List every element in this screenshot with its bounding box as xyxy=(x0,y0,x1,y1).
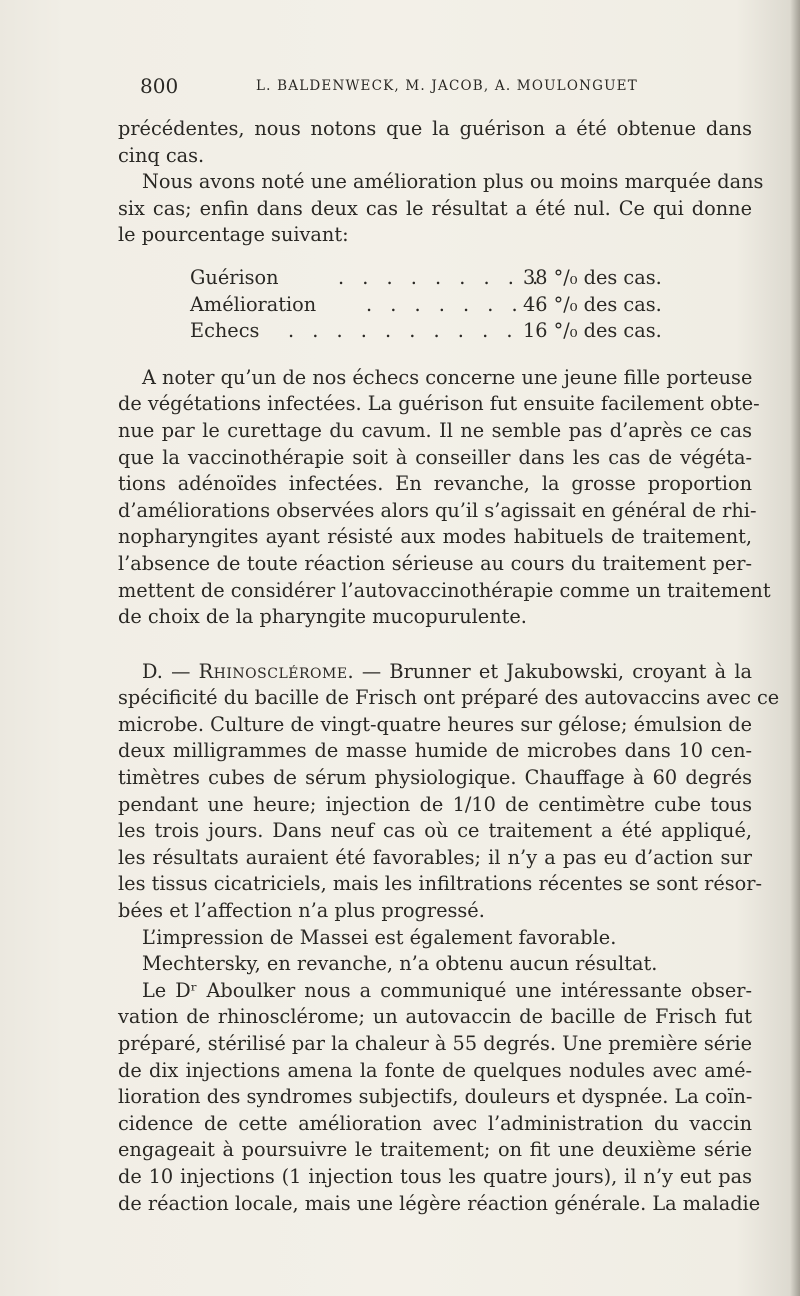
text-line: spécificité du bacille de Frisch ont préparé des autovaccins avec ce xyxy=(118,686,780,710)
page-header xyxy=(140,74,660,100)
paragraph-2 xyxy=(118,169,764,249)
text-line: les résultats auraient été favorables; il n’y a pas eu d’action sur xyxy=(118,845,752,869)
paragraph-3 xyxy=(118,365,771,631)
body-text xyxy=(118,116,780,1217)
text-line: deux milligrammes de masse humide de microbes dans 10 cen- xyxy=(118,739,752,763)
section-gap xyxy=(118,631,752,659)
section-heading-line xyxy=(118,659,752,686)
text-line: nopharyngites ayant résisté aux modes habituels de traitement, xyxy=(118,525,752,549)
paragraph-6 xyxy=(118,951,752,978)
text-line: de réaction locale, mais une légère réaction générale. La maladie xyxy=(118,1191,761,1215)
result-label: Guérison xyxy=(190,265,279,289)
text-line: Mechtersky, en revanche, n’a obtenu aucun résultat. xyxy=(142,952,658,976)
text-line: le pourcentage suivant: xyxy=(118,223,349,247)
dot-leader: . . . . . . . . . . xyxy=(288,319,519,343)
text-line: que la vaccinothérapie soit à conseiller dans les cas de végéta- xyxy=(118,445,752,469)
section-title: Rhinosclérome xyxy=(198,659,348,683)
results-row-echecs xyxy=(118,318,752,345)
text-line: d’améliorations observées alors qu’il s’agissait en général de rhi- xyxy=(118,498,757,522)
text-line: lioration des syndromes subjectifs, douleurs et dyspnée. La coïn- xyxy=(118,1085,753,1109)
text-line: de choix de la pharyngite mucopurulente. xyxy=(118,605,527,629)
text-line: nue par le curettage du cavum. Il ne semble pas d’après ce cas xyxy=(118,418,752,442)
dot-leader: . . . . . . . xyxy=(366,292,524,316)
text-line: Le Dʳ Aboulker nous a communiqué une intéressante obser- xyxy=(142,978,752,1002)
text-line: mettent de considérer l’autovaccinothérapie comme un traitement xyxy=(118,578,771,602)
text-line: cinq cas. xyxy=(118,143,205,167)
text-line: A noter qu’un de nos échecs concerne une jeune fille porteuse xyxy=(142,365,753,389)
result-value: 38 °/₀ des cas. xyxy=(523,265,662,289)
section-d-rhinosclerome xyxy=(118,659,780,925)
result-value: 46 °/₀ des cas. xyxy=(523,292,662,316)
text-line: six cas; enfin dans deux cas le résultat a été nul. Ce qui donne xyxy=(118,196,752,220)
text-line: vation de rhinosclérome; un autovaccin de bacille de Frisch fut xyxy=(118,1005,752,1029)
text-line: tions adénoïdes infectées. En revanche, la grosse proportion xyxy=(118,472,752,496)
text-line: L’impression de Massei est également favorable. xyxy=(142,925,617,949)
text-line: Nous avons noté une amélioration plus ou moins marquée dans xyxy=(142,170,764,194)
text-line: bées et l’affection n’a plus progressé. xyxy=(118,899,485,923)
section-label: D. — xyxy=(142,659,191,683)
result-value: 16 °/₀ des cas. xyxy=(523,319,662,343)
text-line: engageait à poursuivre le traitement; on fit une deuxième série xyxy=(118,1138,752,1162)
text-line: pendant une heure; injection de 1/10 de centimètre cube tous xyxy=(118,792,752,816)
paragraph-5 xyxy=(118,925,752,952)
page-spine-shadow xyxy=(790,0,800,1296)
text-line: de dix injections amena la fonte de quelques nodules avec amé- xyxy=(118,1058,752,1082)
paragraph-1 xyxy=(118,116,752,169)
dot-leader: . . . . . . . . . xyxy=(338,265,545,289)
text-line: l’absence de toute réaction sérieuse au cours du traitement per- xyxy=(118,551,752,575)
text-line: précédentes, nous notons que la guérison a été obtenue dans xyxy=(118,117,752,140)
results-row-amelioration xyxy=(118,292,752,319)
running-head: L. BALDENWECK, M. JACOB, A. MOULONGUET xyxy=(256,78,638,94)
results-row-guerison xyxy=(118,265,752,292)
paragraph-7 xyxy=(118,978,761,1217)
text-line: microbe. Culture de vingt-quatre heures sur gélose; émulsion de xyxy=(118,712,752,736)
result-label: Amélioration xyxy=(190,292,317,316)
text-line: préparé, stérilisé par la chaleur à 55 degrés. Une première série xyxy=(118,1032,752,1055)
text-line: de végétations infectées. La guérison fut ensuite facilement obte- xyxy=(118,392,760,416)
text-line: de 10 injections (1 injection tous les quatre jours), il n’y eut pas xyxy=(118,1164,752,1188)
text-line: les tissus cicatriciels, mais les infiltrations récentes se sont résor- xyxy=(118,872,762,896)
result-label: Echecs xyxy=(190,319,260,343)
results-table xyxy=(118,265,752,345)
page-number: 800 xyxy=(140,74,179,98)
text-fragment: . — Brunner et Jakubowski, croyant à la xyxy=(347,659,752,683)
text-line: cidence de cette amélioration avec l’administration du vaccin xyxy=(118,1111,752,1135)
text-line: timètres cubes de sérum physiologique. Chauffage à 60 degrés xyxy=(118,766,752,790)
text-line: les trois jours. Dans neuf cas où ce traitement a été appliqué, xyxy=(118,819,752,843)
